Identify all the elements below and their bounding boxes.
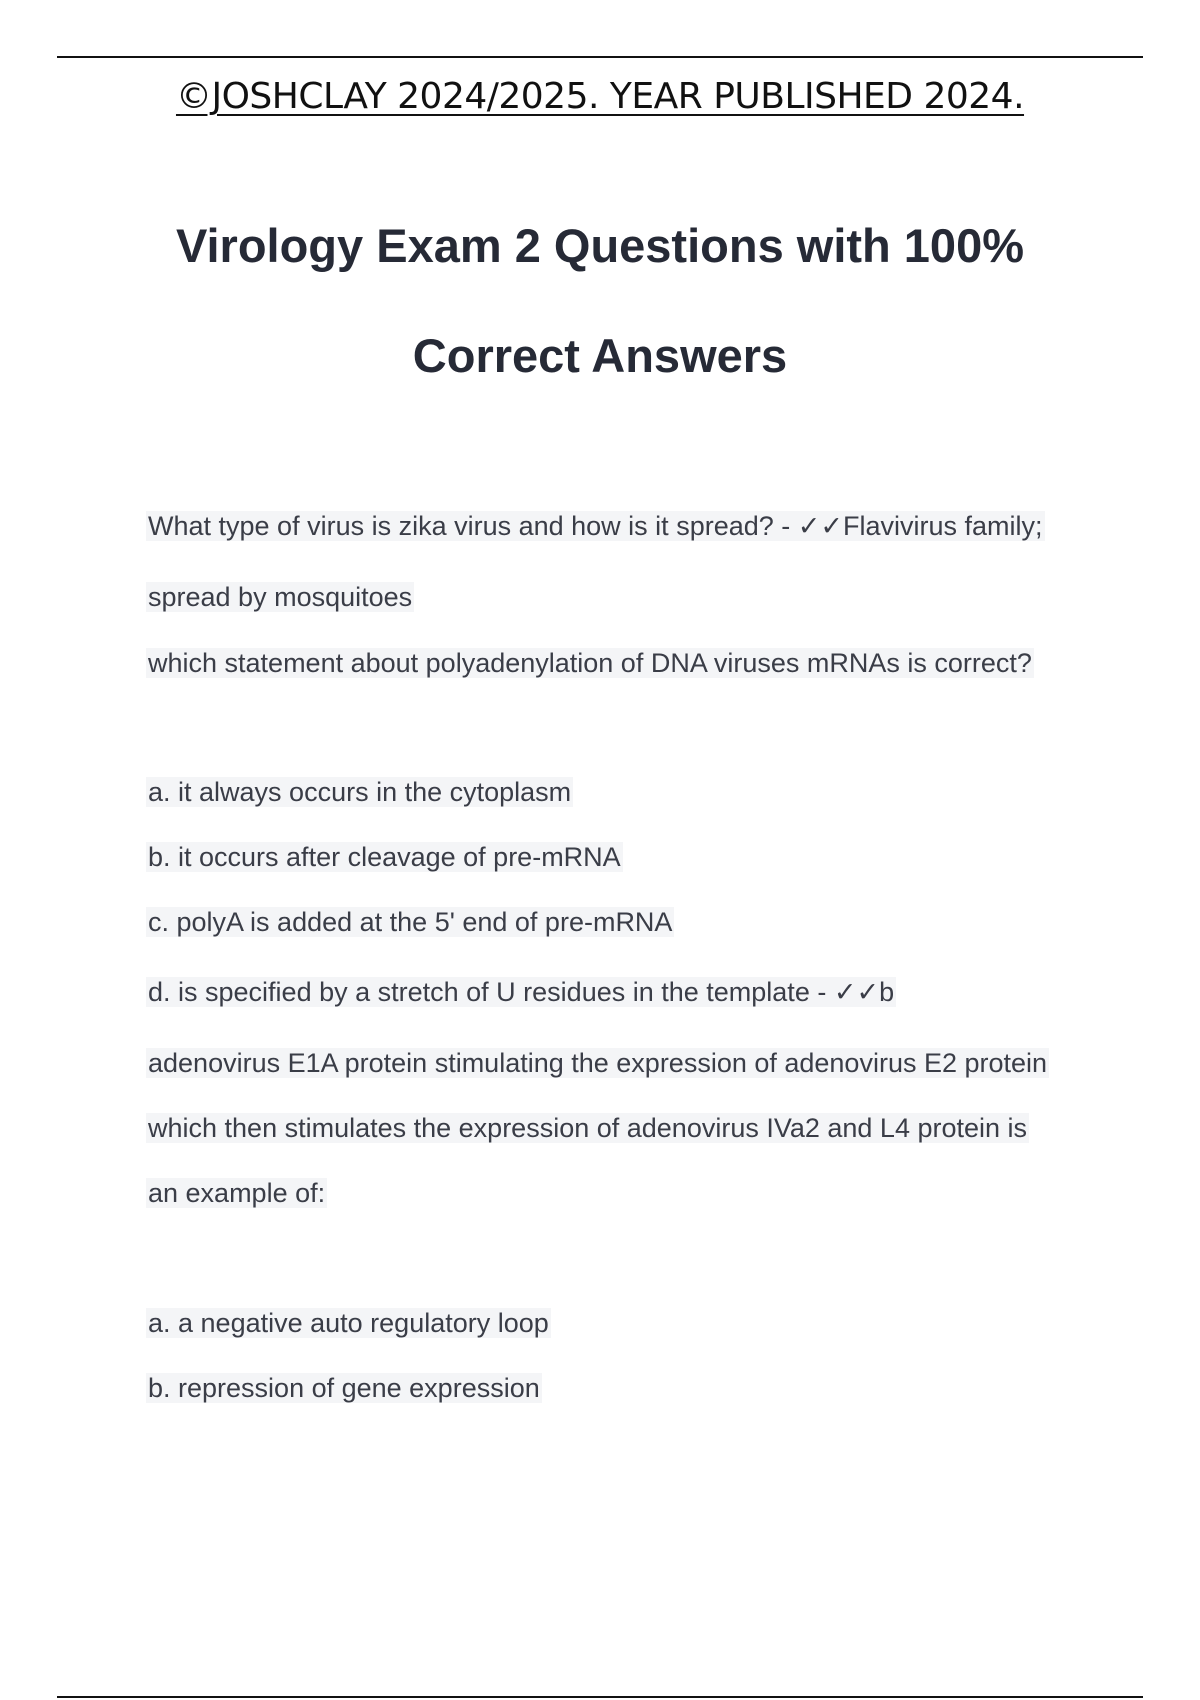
question-2-stem: which statement about polyadenylation of DNA viruses mRNAs is correct? [148, 648, 1032, 678]
question-2-option-a: a. it always occurs in the cytoplasm [148, 777, 572, 807]
question-3-line-2: which then stimulates the expression of adenovirus IVa2 and L4 protein is [148, 1113, 1028, 1143]
document-title-line-2: Correct Answers [412, 329, 788, 382]
copyright-header [0, 76, 1200, 117]
question-2-option-b: b. it occurs after cleavage of pre-mRNA [148, 842, 621, 872]
question-1-line-1: What type of virus is zika virus and how is it spread? - ✓✓Flavivirus family; [148, 511, 1043, 541]
question-1-line-2: spread by mosquitoes [148, 582, 413, 612]
bottom-rule [57, 1696, 1143, 1698]
question-3-option-b: b. repression of gene expression [148, 1373, 540, 1403]
question-3-line-3: an example of: [148, 1178, 326, 1208]
copyright-text: ©JOSHCLAY 2024/2025. YEAR PUBLISHED 2024. [175, 76, 1025, 117]
top-rule [57, 56, 1143, 58]
question-3-option-a: a. a negative auto regulatory loop [148, 1308, 549, 1338]
question-2-option-d: d. is specified by a stretch of U residues in the template - ✓✓b [148, 977, 895, 1007]
question-3-line-1: adenovirus E1A protein stimulating the expression of adenovirus E2 protein [148, 1048, 1048, 1078]
document-title-line-1: Virology Exam 2 Questions with 100% [175, 219, 1025, 272]
question-2-option-c: c. polyA is added at the 5' end of pre-mRNA [148, 907, 673, 937]
